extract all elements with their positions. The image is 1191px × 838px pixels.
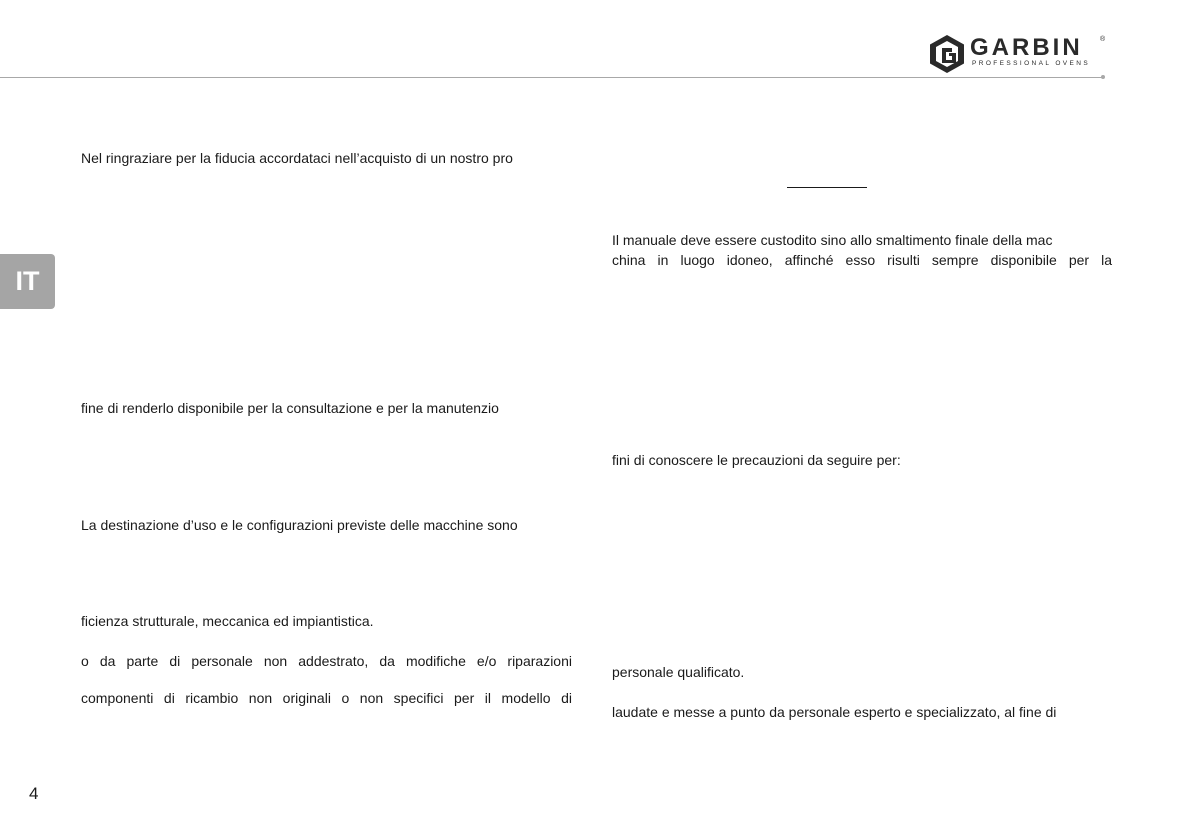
- brand-tagline: PROFESSIONAL OVENS: [972, 60, 1091, 67]
- language-tab: IT: [0, 254, 55, 309]
- left-text-line-4: ficienza strutturale, meccanica ed impiantistica.: [81, 613, 374, 629]
- brand-logo: [928, 34, 1108, 74]
- left-text-line-1: Nel ringraziare per la fiducia accordataci nell’acquisto di un nostro pro: [81, 150, 513, 166]
- left-text-line-6: componenti di ricambio non originali o non specifici per il modello di: [81, 690, 572, 706]
- registered-mark: ®: [1100, 36, 1106, 43]
- header-rule-dot: [1101, 75, 1105, 79]
- left-text-line-5: o da parte di personale non addestrato, da modifiche e/o riparazioni: [81, 653, 572, 669]
- left-text-line-3: La destinazione d’uso e le configurazioni previste delle macchine sono: [81, 517, 518, 533]
- page-number: 4: [29, 784, 39, 803]
- right-text-line-4: personale qualificato.: [612, 664, 745, 680]
- left-text-line-2: fine di renderlo disponibile per la consultazione e per la manutenzio: [81, 400, 499, 416]
- brand-name: GARBIN: [970, 34, 1083, 61]
- header-rule: [0, 77, 1104, 78]
- short-underline: [787, 187, 867, 188]
- right-text-line-3: fini di conoscere le precauzioni da seguire per:: [612, 452, 901, 468]
- right-text-line-5: laudate e messe a punto da personale esperto e specializzato, al fine di: [612, 704, 1057, 720]
- garbin-logo-mark-icon: [928, 34, 966, 74]
- right-text-line-2: china in luogo idoneo, affinché esso risulti sempre disponibile per la: [612, 252, 1112, 268]
- right-text-line-1: Il manuale deve essere custodito sino allo smaltimento finale della mac: [612, 232, 1053, 248]
